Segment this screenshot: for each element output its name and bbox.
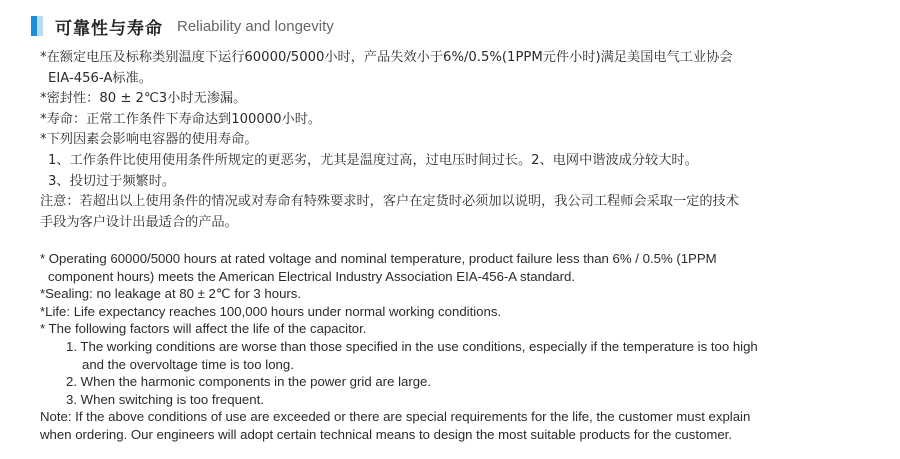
cn-line-factor-1-2: 1、工作条件比使用使用条件所规定的更恶劣，尤其是温度过高，过电压时间过长。2、电网中谐波成分较大时。: [48, 152, 698, 168]
section-header: [31, 15, 334, 37]
en-line-factor-1-cont: and the overvoltage time is too long.: [82, 356, 294, 372]
section-title-en: Reliability and longevity: [177, 17, 334, 35]
cn-line-standard: EIA-456-A标准。: [48, 70, 152, 86]
en-line-life: *Life: Life expectancy reaches 100,000 hours under normal working conditions.: [40, 303, 502, 319]
en-line-rated-operation: * Operating 60000/5000 hours at rated voltage and nominal temperature, product failure less than 6% / 0.5% (1PPM: [40, 251, 717, 266]
en-line-note-cont: when ordering. Our engineers will adopt certain technical means to design the most suitable products for the customer.: [40, 426, 732, 442]
en-line-note: Note: If the above conditions of use are exceeded or there are special requirements for the life, the customer must explain: [40, 409, 751, 425]
cn-line-note-cont: 手段为客户设计出最适合的产品。: [40, 214, 238, 230]
section-title-cn: 可靠性与寿命: [55, 18, 163, 39]
en-line-standard: component hours) meets the American Electrical Industry Association EIA-456-A standard.: [48, 268, 576, 284]
cn-line-factors: *下列因素会影响电容器的使用寿命。: [40, 132, 258, 148]
cn-line-rated-operation: *在额定电压及标称类别温度下运行60000/5000小时，产品失效小于6%/0.5%(1PPM元件小时)满足美国电气工业协会: [40, 50, 733, 65]
en-line-sealing: *Sealing: no leakage at 80 ± 2℃ for 3 hours.: [40, 286, 302, 302]
cn-line-life: *寿命：正常工作条件下寿命达到100000小时。: [40, 111, 322, 127]
en-line-factor-3: 3. When switching is too frequent.: [66, 391, 264, 407]
cn-line-note: 注意：若超出以上使用条件的情况或对寿命有特殊要求时，客户在定货时必须加以说明，我公司工程师会采取一定的技术: [40, 194, 739, 210]
english-text-block: [40, 250, 890, 444]
cn-line-sealing: *密封性：80 ± 2℃3小时无渗漏。: [40, 91, 247, 107]
cn-line-factor-3: 3、投切过于频繁时。: [48, 173, 176, 189]
en-line-factor-1: 1. The working conditions are worse than those specified in the use conditions, especially if the temperature is too high: [66, 338, 758, 354]
en-line-factor-2: 2. When the harmonic components in the power grid are large.: [66, 374, 432, 390]
section-marker-icon: [31, 16, 43, 36]
chinese-text-block: [40, 48, 890, 233]
en-line-factors: * The following factors will affect the life of the capacitor.: [40, 321, 367, 337]
